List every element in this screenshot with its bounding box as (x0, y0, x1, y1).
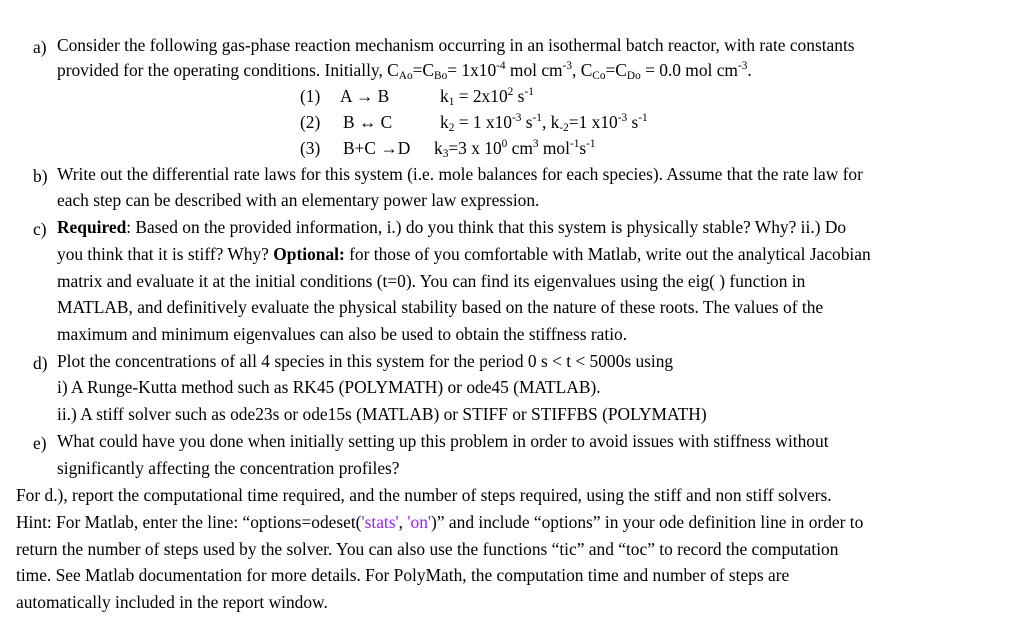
reaction-3-equation: B+C →D (343, 138, 411, 158)
part-c-line-2: you think that it is stiff? Why? Optional: for those of you comfortable with Matlab, write out the analytical Jacobian (57, 244, 871, 264)
reaction-3-number: (3) (300, 138, 321, 158)
footer-line-1: For d.), report the computational time required, and the number of steps required, using the stiff and non stiff solvers. (16, 485, 832, 505)
reaction-1-equation: A → B (340, 86, 390, 106)
reaction-1-number: (1) (300, 86, 321, 106)
footer-line-4: time. See Matlab documentation for more details. For PolyMath, the computation time and number of steps are (16, 565, 790, 585)
reaction-3-rate-constant: $k_3=3$ x $10^0$ $cm^3$ $mol^{-1}s^{-1}$ (434, 138, 596, 160)
part-d-item-ii: ii.) A stiff solver such as ode23s or ode15s (MATLAB) or STIFF or STIFFBS (POLYMATH) (57, 404, 707, 424)
part-a-line-1: Consider the following gas-phase reaction mechanism occurring in an isothermal batch reactor, with rate constants (57, 35, 855, 55)
part-d-line-1: Plot the concentrations of all 4 species in this system for the period 0 s < t < 5000s using (57, 351, 674, 371)
footer-line-3: return the number of steps used by the solver. You can also use the functions “tic” and “toc” to record the computation (16, 539, 839, 559)
matlab-string-stats: 'stats' (361, 512, 399, 532)
part-c-line-5: maximum and minimum eigenvalues can also be used to obtain the stiffness ratio. (57, 324, 628, 344)
footer-line-2: Hint: For Matlab, enter the line: “options=odeset('stats', 'on')” and include “options” in your ode definition line in order to (16, 512, 864, 532)
matlab-string-on: 'on' (407, 512, 432, 532)
reaction-1-rate-constant: $k_1 = 2x10^2$ $s^{-1}$ (440, 86, 534, 108)
part-b-line-2: each step can be described with an elementary power law expression. (57, 190, 540, 210)
footer-line-5: automatically included in the report window. (16, 592, 328, 612)
part-c-label: c) (33, 219, 47, 239)
reaction-2-number: (2) (300, 112, 321, 132)
part-c-line-4: MATLAB, and definitively evaluate the physical stability based on the nature of these roots. The values of the (57, 297, 824, 317)
part-e-line-2: significantly affecting the concentration profiles? (57, 458, 400, 478)
reaction-2-equation: B ↔ C (343, 112, 393, 132)
part-d-item-i: i) A Runge-Kutta method such as RK45 (POLYMATH) or ode45 (MATLAB). (57, 377, 601, 397)
reaction-2-rate-constants: $k_2 = 1$ $x10^{-3}$ $s^{-1}$, $k_{-2}=1$ $x10^{-3}$ $s^{-1}$ (440, 112, 648, 134)
part-a-line-2: provided for the operating conditions. Initially, $C_{Ao}=C_{Bo}= 1x10^{-4}$ mol $cm^{-3}$, $C_{Co}=C_{Do} = 0.0$ mol $cm^{-3}$. (57, 60, 752, 82)
part-e-label: e) (33, 433, 47, 453)
part-a-label: a) (33, 37, 47, 57)
part-d-label: d) (33, 353, 48, 373)
part-c-line-3: matrix and evaluate it at the initial conditions (t=0). You can find its eigenvalues using the eig( ) function in (57, 271, 806, 291)
part-b-line-1: Write out the differential rate laws for this system (i.e. mole balances for each species). Assume that the rate law for (57, 164, 863, 184)
part-e-line-1: What could have you done when initially setting up this problem in order to avoid issues with stiffness without (57, 431, 829, 451)
part-c-line-1: Required: Based on the provided information, i.) do you think that this system is physically stable? Why? ii.) Do (57, 217, 847, 237)
part-b-label: b) (33, 166, 48, 186)
